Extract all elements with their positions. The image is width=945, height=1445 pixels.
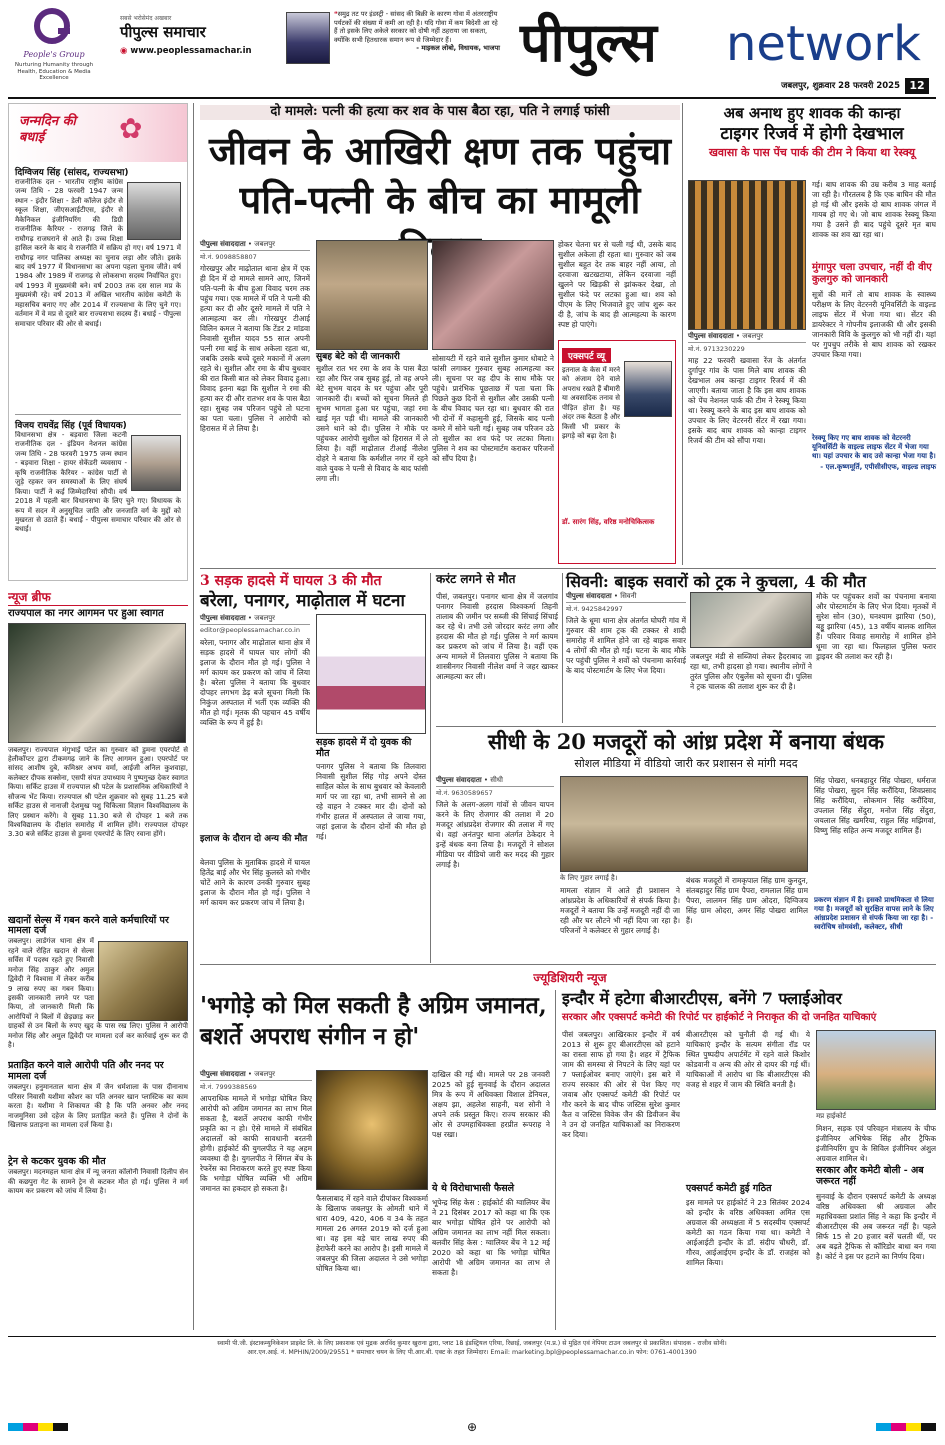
person2-photo [131, 435, 181, 491]
brief1-text: जबलपुर। राज्यपाल मंगुभाई पटेल का गुरुवार को डुमना एयरपोर्ट से हेलीकॉप्टर द्वारा टीकमगढ़ जाने के लिए आगमन हुआ। एयरपोर्ट पर सांसद आशीष दुबे, कमिश्नर अभय वर्मा, आईजी अनिल कुशवाहा, कलेक्टर दीपक सक्सेना, एसपी संपत उपाध्याय ने पुष्पगुच्छ देकर स्वागत किया। सर्किट हाउस में राज्यपाल श्री पटेल के प्रशासनिक अधिकारियों ने सौजन्य भेंट किया। राज्यपाल श्री पटेल शुक्रवार को सुबह 11.25 बजे सर्किट हाउस से नानाजी देशमुख पशु चिकित्सा विज्ञान विश्वविद्यालय के लिए प्रस्थान करेंगे। वे सुबह 11.30 बजे से दोपहर 1 बजे तक विश्वविद्यालय के दीक्षांत समारोह में शामिल होंगे। राज्यपाल दोपहर 3.30 बजे सर्किट हाउस से डुमना एयरपोर्ट के लिए रवाना होंगे। [8, 745, 188, 839]
sidhi-city: सीधी [490, 776, 503, 784]
quote-author: - माइकल लोबो, विधायक, भाजपा [416, 44, 500, 53]
tiger-subhead: खवासा के पास पेंच पार्क की टीम ने किया था रेस्क्यू [708, 146, 916, 159]
person1-text: राजनीतिक दल - भारतीय राष्ट्रीय कांग्रेस जन्म तिथि - 28 फरवरी 1947 जन्म स्थान - इंदौर शिक्षा - डेली कॉलेज इंदौर से स्कूल शिक्षा, जीएसआईटीएस, इंदौर से मैकेनिकल इंजीनियरिंग की डिग्री राजनीतिक कैरियर - राजगढ़ जिले के राघौगढ़ राजघराने से आते हैं। उच्च शिक्षा हासिल करने के बाद वे राजनीति में सक्रिय हो गए। वर्ष 1971 में राघौगढ़ नगर पालिका अध्यक्ष का चुनाव लड़ा और जीते। इसके बाद वर्ष 1977 में विधानसभा का अपना पहला चुनाव जीते। वर्ष 1984 और 1989 में राजगढ़ से लोकसभा सदस्य निर्वाचित हुए। वर्ष 1993 में मुख्यमंत्री बने। वर्ष 2003 तक दस साल मप्र के मुख्यमंत्री रहे। वर्ष 2013 में अखिल भारतीय कांग्रेस कमेटी के महासचिव बनाए गए और 2014 में राज्यसभा के लिए चुने गए। वर्तमान में वे मप्र से दूसरे बार राज्यसभा सदस्य हैं। बधाई - पीपुल्स समाचार परिवार की ओर से बधाई। [15, 178, 181, 328]
accident-byline: पीपुल्स संवाददाता • जबलपुर [200, 614, 310, 625]
photo1-caption: सुबह बेटे को दी जानकारी [316, 352, 400, 362]
sidhi-col4: सिंह पोखरा, धनबहादुर सिंह पोखरा, धर्मराज सिंह पोखरा, सुदन सिंह करौंदिया, शिवप्रसाद सिंह करौंदिया, लोकमान सिंह करौंदिया, उपलाल सिंह सेंदुरा, मनोज सिंह सेंदुरा, जयलाल सिंह खमरिया, राहुल सिंह मझिगवां, विष्णु सिंह सहित अन्य मजदूर शामिल हैं। [814, 776, 936, 835]
tiger-byline: पीपुल्स संवाददाता • जबलपुर [688, 332, 806, 343]
tiger-col3: माह 22 फरवरी खवासा रेंज के अंतर्गत दुर्गापुर गांव के पास मिले बाघ शावक की देखभाल अब कान्हा टाइगर रिजर्व में की जाएगी। बताया जाता है कि इस बाघ शावक को पेंच नेशनल पार्क की टीम ने रेस्क्यू किया था। रेस्क्यू करने के बाद इस बाघ शावक को उपचार के लिए वेटरनरी सेंटर में रखा गया। इसके बाद बाघ शावक को कान्हा टाइगर रिजर्व की टीम को सौंपा गया। [688, 356, 806, 445]
brief1-headline: राज्यपाल का नगर आगमन पर हुआ स्वागत [8, 608, 164, 619]
group-tagline: Nurturing Humanity through Health, Education & Media Excellence [14, 62, 94, 82]
person2-name: विजय राघवेंद्र सिंह (पूर्व विधायक) [15, 414, 181, 431]
brts-col4: मिशन, सड़क एवं परिवहन मंत्रालय के चीफ इंजीनियर अभिषेक सिंह और ट्रैफिक इंजीनियरिंग ग्रुप के सिविल इंजीनियर अंशुल अग्रवाल शामिल थे। [816, 1124, 936, 1163]
current-text: पीसं, जबलपुर। पनागर थाना क्षेत्र में जलगांव पनागर निवासी हरदास विश्वकर्मा तिहनी तालाब की जमीन पर सब्जी की सिंचाई सिंचाई कर रहे थे। तभी उसे जोरदार करंट लगा और हरदास की मौत हो गई। पुलिस ने मर्ग कायम कर प्रकरण को जांच में लिया है। वहीं एक अन्य मामले में तिलवारा पुलिस ने बताया कि शास्त्रीनगर निवासी नीलेश वर्मा ने जहर खाकर आत्महत्या कर ली। [436, 592, 558, 681]
person2-text: विधानसभा क्षेत्र - बड़वारा जिला कटनी राजनीतिक दल - इंडियन नेशनल कांग्रेस जन्म तिथि - 28 फरवरी 1975 जन्म स्थान - बड़वारा शिक्षा - हायर सेकेंडरी व्यवसाय - कृषि राजनीतिक कैरियर - कांग्रेस पार्टी से जुड़े रहकर जन समस्याओं के लिए संघर्ष किया। पार्टी ने कई जिम्मेदारियां सौंपी। वर्ष 2018 में पहली बार विधानसभा के लिए चुने गए। विधायक के रूप में सदन में अनुसूचित जाति और जनजाति वर्ग के मुद्दों को मुखरता से उठाते हैं। बधाई - पीपुल्स समाचार परिवार की ओर से बधाई। [15, 431, 181, 534]
birthday-title: जन्मदिन की बधाई [19, 114, 76, 145]
tiger-note-text: रेस्क्यू किए गए बाघ शावक को वेटरनरी यूनिवर्सिटी के वाइल्ड लाइफ सेंटर में भेजा गया था। यहां उपचार के बाद उसे कान्हा भेजा गया है। [812, 434, 936, 461]
sidhi-note-text: प्रकरण संज्ञान में है। इसको प्राथमिकता से लिया गया है। मजदूरों को सुरक्षित वापस लाने के लिए आंध्रप्रदेश प्रशासन से संपर्क किया जा रहा है। [814, 896, 934, 923]
footer-line2: आर.एन.आई. नं. MPHIN/2009/29551 * समाचार चयन के लिए पी.आर.बी. एक्ट के तहत जिम्मेदार। Email: marketing.bpl@peoplessamachar.co.in फोन: 0761-4001390 [247, 1348, 697, 1356]
sidhi-byline: पीपुल्स संवाददाता • सीधी [436, 776, 554, 787]
tiger-cub-photo [688, 180, 806, 330]
seoni-col1: जिले के धूमा थाना क्षेत्र अंतर्गत घोघरी गांव में गुरुवार की शाम ट्रक की टक्कर से शादी समारोह में शामिल होने जा रहे बाइक सवार 4 लोगों की मौत हो गई। घटना के बाद मौके पर पहुंची पुलिस ने शवों को पंचनामा कार्रवाई के बाद पोस्टमार्टम के लिए भेज दिया। [566, 616, 686, 675]
judiciary-label: ज्यूडिशियरी न्यूज [533, 971, 607, 985]
victim-photo [432, 240, 554, 350]
accident-city: जबलपुर [254, 614, 276, 622]
main-mobile: मो.नं. 9098858807 [200, 253, 257, 261]
accident-kicker: 3 सड़क हादसे में घायल 3 की मौत [200, 573, 382, 589]
tiger-note-author: - एल.कृष्णमूर्ति, एपीसीसीएफ, वाइल्ड लाइफ [820, 463, 936, 472]
brief4-text: जबलपुर। मदनमहल थाना क्षेत्र में न्यू जनता कॉलोनी निवासी दिलीप सेन की कछपुरा गेट के सामने ट्रेन से कटकर मौत हो गई। पुलिस ने मर्ग कायम कर प्रकरण को जांच में लिया है। [8, 1168, 188, 1195]
sidhi-subhead: सोशल मीडिया में वीडियो जारी कर प्रशासन से मांगी मदद [574, 757, 798, 770]
tiger-headline: टाइगर रिजर्व में होगी देखभाल [720, 124, 904, 144]
brts-sub2: सरकार और कमेटी बोली - अब जरूरत नहीं [816, 1165, 924, 1187]
accused-photo [316, 240, 428, 350]
register-mark-icon: ⊕ [466, 1420, 478, 1434]
main-byline: पीपुल्स संवाददाता • जबलपुर [200, 240, 310, 251]
brief3-headline: प्रताड़ित करने वाले आरोपी पति और ननद पर मामला दर्ज [8, 1060, 164, 1083]
accident-sub1: इलाज के दौरान दो अन्य की मौत [200, 834, 308, 844]
ghotala-photo [98, 941, 188, 1021]
governor-photo [8, 623, 186, 743]
seoni-headline: सिवनी: बाइक सवारों को ट्रक ने कुचला, 4 की मौत [566, 572, 866, 591]
justice-statue-photo [316, 1070, 428, 1190]
birthday-box [8, 103, 188, 581]
main-col1: गोरखपुर और माढ़ोताल थाना क्षेत्र में एक ही दिन में दो मामले सामने आए, जिनमें पति-पत्नी के बीच हुआ विवाद चरम तक पहुंच गया। एक मामले में पति ने पत्नी की हत्या कर दी और दूसरे मामले में पति ने आत्महत्या कर ली। गोरखपुर टीआई विलिन कमल ने बताया कि टेंडर 2 मांडवा निवासी सुशील यादव 55 साल अपनी पत्नी रमा बाई के साथ अकेला रहता था, जबकि उसके बच्चे दूसरे मकानों में अलग रहते थे। सुशील और रमा के बीच बुधवार की रात किसी बात को लेकर विवाद हुआ। विवाद इतना बढ़ा कि सुशील ने रमा की हत्या कर दी और रातभर शव के पास बैठा रहा। सुबह जब परिजन पहुंचे तो घटना का पता चला। पुलिस ने आरोपी को हिरासत में ले लिया है। [200, 264, 310, 433]
judiciary-col4: भूपेन्द्र सिंह केस : हाईकोर्ट की ग्वालियर बेंच ने 21 दिसंबर 2017 को कहा था कि एक बार भगोड़ा घोषित होने पर आरोपी को अग्रिम जमानत का लाभ नहीं मिल सकता। बलवीर सिंह केस : ग्वालियर बेंच ने 12 मई 2020 को कहा था कि भगोड़ा घोषित आरोपी भी अग्रिम जमानत का लाभ ले सकता है। [432, 1198, 550, 1277]
paper-small-logo [120, 14, 260, 70]
brts-photo-caption: मप्र हाईकोर्ट [816, 1112, 847, 1120]
brts-col5: सुनवाई के दौरान एक्सपर्ट कमेटी के अध्यक्ष वरिष्ठ अधिवक्ता श्री अग्रवाल और महाधिवक्ता प्रशांत सिंह ने कहा कि इन्दौर में बीआरटीएस की अब जरूरत नहीं है। पहले सिर्फ 15 से 20 हजार बसें चलती थीं, पर अब बढ़ते ट्रैफिक से कॉरिडोर बाधा बन गया है। कोर्ट ने इस पर हटाने का निर्णय दिया। [816, 1192, 936, 1261]
main-col3: सोसायटी में रहने वाले सुशील कुमार धोबाटे ने फांसी लगाकर गुरुवार सुबह आत्महत्या कर ली। सूचना पर वह दीप के साथ मौके पर पहुंचे। प्रारंभिक पूछताछ में पता चला कि पिछले कुछ दिनों से सुशील और उसकी पत्नी के बीच विवाद चल रहा था। बुधवार की रात भी दोनों में कहासुनी हुई, जिसके बाद पत्नी कमरे में सोने चली गई। सुबह जब परिजन उठे तो सुशील का शव फंदे पर लटका मिला। पुलिस ने शव का पोस्टमार्टम कराकर परिजनों को सौंप दिया है। [432, 354, 554, 463]
seoni-byline: पीपुल्स संवाददाता • सिवनी [566, 592, 686, 603]
birthday-header [9, 104, 187, 162]
main-headline: जीवन के आखिरी क्षण तक पहुंचा पति-पत्नी के बीच का मामूली [208, 128, 672, 223]
tiger-mobile: मो.नं. 9713230229 [688, 345, 745, 353]
accident-col1: बरेला, पनागर और माढ़ोताल थाना क्षेत्र में सड़क हादसे में घायल चार लोगों की इलाज के दौरान मौत हो गई। पुलिस ने मर्ग कायम कर प्रकरण को जांच में लिया है। बरेला पुलिस ने बताया कि बुधवार दोपहर लगभग डेढ़ बजे सूचना मिली कि निकुंज अस्पताल में भर्ती एक व्यक्ति की मौत हो गई। मृतक की पहचान 45 वर्षीय व्यक्ति के रूप में हुई है। [200, 638, 310, 727]
color-bar-right [876, 1423, 936, 1431]
judiciary-col1: आपराधिक मामले में भगोड़ा घोषित किए आरोपी को अग्रिम जमानत का लाभ मिल सकता है, बशर्ते अपराध काफी गंभीर प्रकृति का न हो। ऐसे मामले में संबंधित अदालतों को काफी सावधानी बरतनी होगी। हाईकोर्ट की युगलपीठ ने यह अहम व्यवस्था दी है। युगलपीठ ने सिंगल बेंच के रेफरेंस का निराकरण करते हुए स्पष्ट किया कि भगोड़ा घोषित व्यक्ति भी अग्रिम जमानत का हकदार हो सकता है। [200, 1094, 312, 1193]
footer-line1: स्वामी पी.जी. इंस्टाकम्युनिकेशन प्राइवेट लि. के लिए प्रकाशक एवं मुद्रक अरविंद कुमार खुराना द्वारा, प्लाट 18 इंडस्ट्रियल एरिया, रिछाई, जबलपुर (म.प्र.) से मुद्रित एवं नेपियर टाउन जबलपुर से प्रकाशित। संपादक - राजीव सोनी। [217, 1340, 727, 1347]
main-col2: सुशील रात भर रमा के शव के पास बैठा रहा और फिर जब सुबह हुई, तो वह अपने बेटे सुभम यादव के घर पहुंचा और पूरी जानकारी दी। बच्चों को सूचना मिलते ही सुभम भागता हुआ घर पहुंचा, जहां रमा खाई मृत पड़ी थी। मामले की जानकारी उसने थाने को दी। पुलिस ने मौके पर पहुंचकर आरोपी सुशील को हिरासत में ले लिया है। वहीं माढ़ोताल टीआई नीलेश दोहरे ने बताया कि कर्मशील नगर में रहने वाले युवक ने पत्नी से विवाद के बाद फांसी लगा ली। [316, 364, 428, 483]
judiciary-byline: पीपुल्स संवाददाता • जबलपुर [200, 1070, 312, 1081]
high-court-photo [816, 1030, 936, 1110]
main-byline-name: पीपुल्स संवाददाता [200, 240, 246, 248]
seoni-mobile: मो.नं. 9425842997 [566, 605, 623, 613]
sidhi-photo-caption: के लिए गुहार लगाई है। [560, 874, 618, 882]
person1-photo [127, 182, 181, 240]
seoni-photo [690, 592, 812, 648]
judiciary-mobile: मो.नं. 7999388569 [200, 1083, 257, 1091]
tiger-kicker: अब अनाथ हुए शावक की कान्हा [723, 104, 901, 122]
tiger-note [812, 434, 936, 564]
sidhi-note [814, 896, 936, 960]
group-name: People's Group [23, 50, 85, 59]
judiciary-col3: दाखिल की गई थी। मामले पर 28 जनवरी 2025 को हुई सुनवाई के दौरान अदालत मित्र के रूप में अधिवक्ता विशाल डेनियल, अक्षय झा, अहलेश साहनी, यश सोनी ने अपने तर्क प्रस्तुत किए। राज्य सरकार की ओर से उपमहाधिवक्ता हरप्रीत रूपराह ने पक्ष रखा। [432, 1070, 550, 1139]
brts-headline: इन्दौर में हटेगा बीआरटीएस, बनेंगे 7 फ्लाईओवर [562, 989, 842, 1008]
main-city: जबलपुर [254, 240, 276, 248]
accident-byline-name: पीपुल्स संवाददाता [200, 614, 246, 622]
quote-text: समुद्र तट पर इंडस्ट्री - सांसद की बिक्री के कारण गोवा में अंतरराष्ट्रीय पर्यटकों की संख्या में कमी आ रही है। यदि गोवा में कम बिदेशी आ रहे हैं तो इसके लिए अकेले सरकार को दोषी नहीं ठहराया जा सकता, क्योंकि सभी हितधारक समान रूप से जिम्मेदार हैं। [334, 10, 498, 44]
sidhi-col3: बंधक मजदूरों में रामकृपाल सिंह ग्राम कुनदुन, संतबहादुर सिंह ग्राम पैपरा, रामलाल सिंह ग्राम पैपरा, लालमन सिंह ग्राम ओदरा, दिग्विजय सिंह ग्राम ओदरा, अमर सिंह पोखरा शामिल हैं। [686, 876, 808, 925]
expert-quote: इतनाल के केस में मरने को अंजाम देने वाले अपराध रखते हैं बीमारी या अवसादिक तनाव से पीड़ित होता है। यह अंदर तक बैठता है और किसी भी प्रकार के झगड़े को बढ़ा देता है। [562, 366, 620, 441]
judiciary-byline-name: पीपुल्स संवाददाता [200, 1070, 246, 1078]
seoni-col3: मौके पर पहुंचकर शवों का पंचनामा बनाया और पोस्टमार्टम के लिए भेज दिया। मृतकों में सुरेश सोन (30), घनश्याम झारिया (50), बड्डू झारिया (45), 13 वर्षीय बालक शामिल हैं। परिवार विवाह समारोह में शामिल होने धूमा जा रहा था। फिलहाल पुलिस फरार ड्राइवर की तलाश कर रही है। [816, 592, 936, 661]
sidhi-note-author: - स्वरोचिष सोमवंशी, कलेक्टर, सीधी [814, 914, 934, 932]
website-url: www.peoplessamachar.in [130, 46, 252, 56]
brief2-headline: खदानों सेल्स में गबन करने वाले कर्मचारियों पर मामला दर्ज [8, 914, 169, 937]
seoni-byline-name: पीपुल्स संवाददाता [566, 592, 612, 600]
seoni-col2: जबलपुर मंडी से सब्जियां लेकर हैदराबाद जा रहा था, तभी हादसा हो गया। स्थानीय लोगों ने तुरंत पुलिस और एंबुलेंस को सूचना दी। पुलिस ने ट्रक चालक की तलाश शुरू कर दी है। [690, 652, 812, 691]
tiger-byline-name: पीपुल्स संवाददाता [688, 332, 734, 340]
mla-photo [286, 12, 330, 64]
expert-view-box [558, 340, 676, 564]
news-brief [8, 588, 188, 1328]
website [120, 46, 260, 56]
main-col4: होकर चेतना घर से चली गई थी, उसके बाद सुशील अकेला ही रहता था। गुरुवार को जब सुशील बहुत देर तक बाहर नहीं आया, तो दरवाजा खटखटाया, लेकिन दरवाजा नहीं खुलने पर खिड़की से झांककर देखा, तो सुशील फंदे पर लटका हुआ था। शव को पीएम के लिए भिजवाते हुए जांच शुरू कर दी है, जांच के बाद ही आत्महत्या के कारण स्पष्ट हो पाएंगे। [558, 240, 676, 329]
main-kicker: दो मामले: पत्नी की हत्या कर शव के पास बैठा रहा, पति ने लगाई फांसी [200, 105, 680, 120]
registration-marks [8, 1420, 936, 1434]
tiger-col1: गई। बाघ शावक की उम्र करीब 3 माह बताई जा रही है। गौरतलब है कि एक बाघिन की मौत हो गई थी और इसके दो बाघ शावक जंगल में गायब हो गए थे। जो बाघ शावक रेस्क्यू किया गया है उसने ही बाद पहुंचे दूसरे मृत बाघ शावक का शव खा रहा था। [812, 180, 936, 239]
globe-icon: ◉ [120, 46, 128, 56]
accident-col3: पनागर पुलिस ने बताया कि तिलवारा निवासी सुशील सिंह गोड़ अपने दोस्त साहिल कोल के साथ बुधवार को केवलारी मार्ग पर जा रहा था, तभी सामने से आ रहे वाहन ने टक्कर मार दी। दोनों को गंभीर हालत में अस्पताल ले जाया गया, जहां इलाज के दौरान दोनों की मौत हो गई। [316, 762, 426, 841]
judiciary-col2: फैसलाबाद में रहने वाले दीपांकर विश्वकर्मा के खिलाफ जबलपुर के ओमती थाने में धारा 409, 420, 406 व 34 के तहत मामला 26 अगस्त 2019 को दर्ज हुआ था। वह इस बड़े चार लाख रुपए की हेराफेरी करने का आरोप है। इसी मामले में जबलपुर की जिला अदालत ने उसे भगोड़ा घोषित किया था। [316, 1194, 428, 1273]
accident-illustration [316, 614, 426, 734]
paper-small-name: पीपुल्स समाचार [120, 23, 206, 41]
quote-box [334, 10, 500, 74]
brts-subhead: सरकार और एक्सपर्ट कमेटी की रिपोर्ट पर हाईकोर्ट ने निराकृत की दो जनहित याचिकाएं [562, 1012, 877, 1023]
expert-photo [624, 361, 672, 417]
brief4-headline: ट्रेन से कटकर युवक की मौत [8, 1156, 106, 1168]
brts-col2: बीआरटीएस को चुनौती दी गई थी। ये याचिकाएं इन्दौर के सत्यम संगीता रॉड पर स्थित पुष्पदीप अपार्टमेंट में रहने वाले किशोर कोडवानी व अन्य की ओर से दायर की गई थीं। याचिकाओं में आरोप था कि बीआरटीएस की वजह से शहर में जाम की स्थिति बनती है। [686, 1030, 810, 1089]
person1-name: दिग्विजय सिंह (सांसद, राज्यसभा) [15, 168, 129, 178]
expert-name: डॉ. सारंग सिंह, वरिष्ठ मनोचिकित्सक [562, 518, 655, 526]
brts-col3: इस मामले पर हाईकोर्ट ने 23 सितंबर 2024 को इन्दौर के वरिष्ठ अधिवक्ता अमित एस अग्रवाल की अध्यक्षता में 5 सदस्यीय एक्सपर्ट कमेटी का गठन किया गया था। कमेटी ने आईआईटी इन्दौर के डॉ. संदीप चौधरी, डॉ. गौरव, आईआईएम इन्दौर के डॉ. राजहंस को शामिल किया। [686, 1198, 810, 1267]
accident-sub2: सड़क हादसे में दो युवक की मौत [316, 737, 412, 759]
brts-col1: पीसं जबलपुर। आखिरकार इन्दौर में वर्ष 2013 से शुरू हुए बीआरटीएस को हटाने का रास्ता साफ हो गया है। शहर में ट्रैफिक जाम की समस्या से निपटने के लिए यहां पर 7 फ्लाईओवर बनाए जाएंगे। इस बारे में राज्य सरकार की ओर से पेश किए गए जवाब और एक्सपर्ट कमेटी की रिपोर्ट पर गौर करने के बाद चीफ जस्टिस सुरेश कुमार कैत व जस्टिस विवेक जैन की डिवीजन बेंच ने उन दो जनहित याचिकाओं का निराकरण कर दिया। [562, 1030, 680, 1139]
seoni-city: सिवनी [620, 592, 637, 600]
date-line: जबलपुर, शुक्रवार 28 फरवरी 2025 [781, 81, 900, 91]
tiger-city: जबलपुर [742, 332, 764, 340]
footer-imprint [8, 1340, 936, 1358]
judiciary-sub: ये थे विरोधाभासी फैसले [432, 1183, 515, 1194]
sidhi-byline-name: पीपुल्स संवाददाता [436, 776, 482, 784]
peoples-group-emblem-icon [32, 6, 72, 46]
sidhi-headline: सीधी के 20 मजदूरों को आंध्र प्रदेश में बनाया बंधक [487, 729, 885, 754]
news-brief-label: न्यूज ब्रीफ [8, 588, 188, 606]
color-bar-left [8, 1423, 68, 1431]
tiger-subhead2: मुंगापुर चला उपचार, नहीं दी वीए कुलगुरु को जानकारी [812, 262, 932, 285]
tagline-top: सबसे भरोसेमंद अखबार [120, 15, 172, 22]
current-headline: करंट लगने से मौत [436, 572, 516, 586]
sidhi-col1: जिले के अलग-अलग गांवों से जीवन यापन करने के लिए रोजगार की तलाश में 20 मजदूर आंध्रप्रदेश रोजगार की तलाश में गए थे। वहां अनंतपुर थाना अंतर्गत ठेकेदार ने इन्हें बंधक बना लिया है। मजदूरों ने सोशल मीडिया पर वीडियो जारी कर मदद की गुहार लगाई है। [436, 800, 554, 869]
expert-label: एक्सपर्ट व्यू [562, 348, 611, 363]
title-network: network [726, 16, 921, 72]
title-hindi: पीपुल्स [520, 11, 657, 74]
page-number: 12 [905, 78, 929, 94]
brief2-text: जबलपुर। लार्डगंज थाना क्षेत्र में रहने वाले रोहित खदान से सेल्स सर्विस में पदस्थ रहते हुए निवासी मनोज सिंह ठाकुर और अमुल द्विवेदी ने विश्वास में लेकर करीब 9 लाख रुपए का गबन किया। इसकी जानकारी लगने पर पता किया, तो जानकारी मिली कि आरोपियों ने बिलों में छेड़छाड़ कर ग्राहकों से उन बिलों के रुपए खुद के पास रख लिए। पुलिस ने आरोपी मनोज सिंह और अमुल द्विवेदी पर मामला दर्ज कर कार्रवाई शुरू कर दी है। [8, 937, 188, 1050]
sidhi-mobile: मो.नं. 9630589657 [436, 789, 493, 797]
flower-icon: ✿ [119, 112, 143, 145]
judiciary-headline: 'भगोड़े को मिल सकती है अग्रिम जमानत, बशर्ते अपराध संगीन न हो' [200, 992, 547, 1051]
quote-mark-icon: ❝ [334, 10, 338, 18]
sidhi-col2: मामला संज्ञान में आते ही प्रशासन ने आंध्रप्रदेश के अधिकारियों से संपर्क किया है। मजदूरों ने बताया कि उन्हें मजदूरी नहीं दी जा रही और घर लौटने भी नहीं दिया जा रहा है। परिजनों ने कलेक्टर से गुहार लगाई है। [560, 886, 680, 935]
brief3-text: जबलपुर। हनुमानताल थाना क्षेत्र में जैन धर्मशाला के पास दीनानाथ परिसर निवासी यशीमा कौशर का पति अनवर खान प्लास्टिक का काम करता है। यशीमा ने शिकायत की है कि पति अनवर और ननद नाजमुनिसा उसे दहेज के लिए प्रताड़ित करते हैं। पुलिस ने दोनों के खिलाफ प्रताड़ना का मामला दर्ज किया है। [8, 1083, 188, 1129]
peoples-group-logo [8, 6, 100, 96]
sidhi-workers-photo [560, 776, 808, 872]
accident-email: editor@peoplessamachar.co.in [200, 626, 300, 634]
judiciary-city: जबलपुर [254, 1070, 276, 1078]
tiger-col2: सूत्रों की मानें तो बाघ शावक के स्वास्थ्य परीक्षण के लिए वेटरनरी यूनिवर्सिटी के वाइल्ड लाइफ सेंटर में भेजा गया था। सेंटर की डायरेक्टर ने गोपनीय इलाजकी थी और इसकी जानकारी विवि के कुलगुरु को भी नहीं दी। यहां पर गुपचुप तरीके से बाघ शावक को रखकर उपचार किया गया। [812, 290, 936, 359]
brts-sub1: एक्सपर्ट कमेटी हुई गठित [686, 1183, 772, 1194]
accident-headline: बरेला, पनागर, माढ़ोताल में घटना [200, 591, 405, 611]
accident-col2: बेलवा पुलिस के मुताबिक हादसे में घायल हितेंद्र बाई और भेर सिंह कुलस्ते को गंभीर चोटें आने के कारण उनकी गुरुवार सुबह इलाज के दौरान मौत हो गई। पुलिस ने मर्ग कायम कर प्रकरण जांच में लिया है। [200, 858, 310, 907]
